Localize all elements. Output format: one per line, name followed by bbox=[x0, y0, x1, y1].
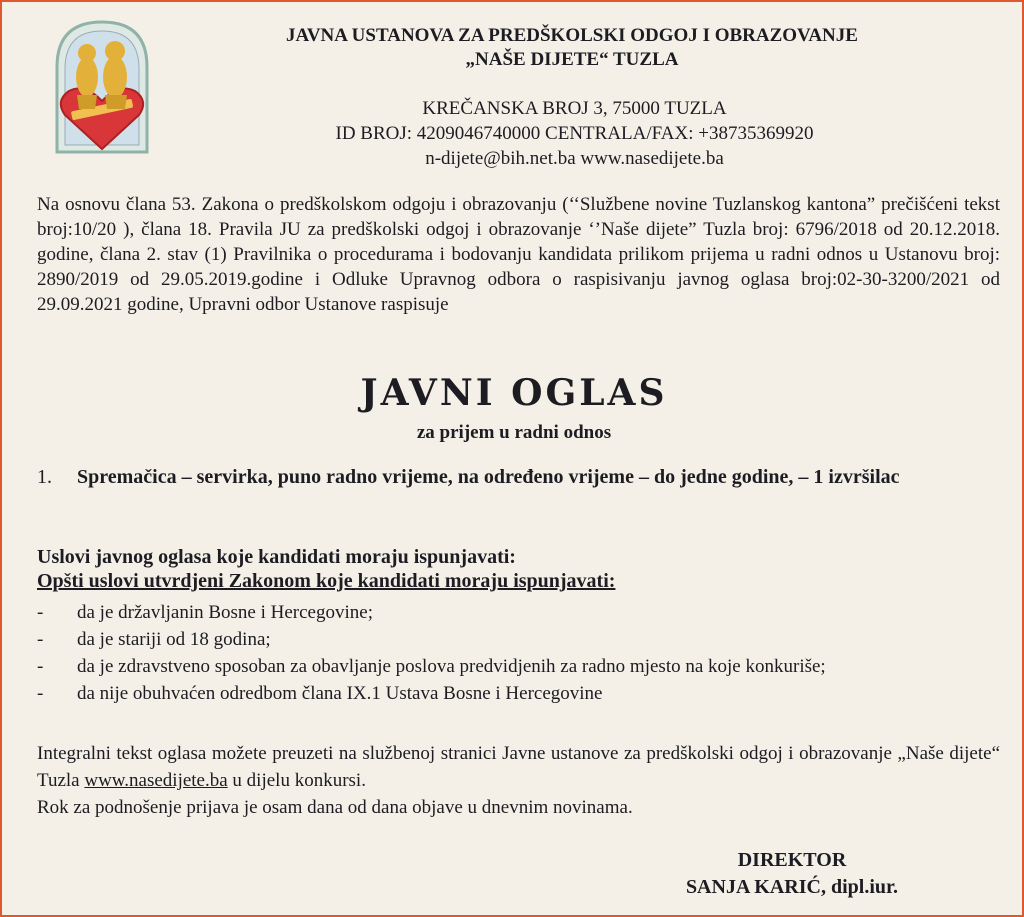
position-text: Spremačica – servirka, puno radno vrijeme, na određeno vrijeme – do jedne godine, – 1 izvršilac bbox=[77, 466, 900, 488]
bullet-dash: - bbox=[37, 656, 44, 677]
conditions-heading: Uslovi javnog oglasa koje kandidati moraju ispunjavati: bbox=[37, 546, 516, 568]
list-item bbox=[37, 626, 1002, 653]
condition-text: da je državljanin Bosne i Hercegovine; bbox=[77, 602, 373, 623]
download-text: Integralni tekst oglasa možete preuzeti na službenoj stranici Javne ustanove za predškolski odgoj i obrazovanje „Naše dijete“ Tuzla bbox=[37, 743, 1000, 791]
condition-text: da je zdravstveno sposoban za obavljanje poslova predvidjenih za radno mjesto na koje konkuriše; bbox=[77, 656, 826, 677]
bullet-dash: - bbox=[37, 683, 44, 704]
download-info bbox=[37, 740, 1000, 794]
position-item bbox=[37, 464, 1002, 490]
list-item bbox=[37, 680, 1002, 707]
outro-paragraph bbox=[37, 740, 1000, 821]
deadline-text: Rok za podnošenje prijava je osam dana od dana objave u dnevnim novinama. bbox=[37, 797, 633, 818]
list-item bbox=[37, 653, 1002, 680]
condition-text: da nije obuhvaćen odredbom člana IX.1 Ustava Bosne i Hercegovine bbox=[77, 683, 603, 704]
institution-line-1: JAVNA USTANOVA ZA PREDŠKOLSKI ODGOJ I OBRAZOVANJE bbox=[286, 25, 858, 46]
signature-role: DIREKTOR bbox=[737, 849, 847, 871]
kindergarten-logo-icon bbox=[47, 17, 157, 157]
signature-name: SANJA KARIĆ, dipl.iur. bbox=[685, 876, 899, 898]
website-link[interactable]: www.nasedijete.ba bbox=[84, 770, 228, 791]
download-text-end: u dijelu konkursi. bbox=[227, 770, 366, 791]
condition-text: da je stariji od 18 godina; bbox=[77, 629, 271, 650]
conditions-header bbox=[37, 545, 997, 593]
notice-title: JAVNI OGLAS bbox=[360, 372, 668, 414]
address-line: KREČANSKA BROJ 3, 75000 TUZLA bbox=[422, 98, 727, 119]
list-item bbox=[37, 599, 1002, 626]
bullet-dash: - bbox=[37, 602, 44, 623]
conditions-list bbox=[37, 599, 1002, 707]
email-web-line: n-dijete@bih.net.ba www.nasedijete.ba bbox=[425, 148, 724, 169]
signature-block bbox=[642, 847, 942, 901]
institution-contact bbox=[202, 96, 947, 171]
id-phone-line: ID BROJ: 4209046740000 CENTRALA/FAX: +38735369920 bbox=[335, 123, 814, 144]
notice-subtitle: za prijem u radni odnos bbox=[416, 422, 612, 443]
bullet-dash: - bbox=[37, 629, 44, 650]
position-number: 1. bbox=[37, 466, 52, 488]
conditions-subheading: Opšti uslovi utvrdjeni Zakonom koje kandidati moraju ispunjavati: bbox=[37, 570, 616, 592]
institution-line-2: „NAŠE DIJETE“ TUZLA bbox=[465, 49, 679, 70]
intro-paragraph: Na osnovu člana 53. Zakona o predškolskom odgoju i obrazovanju (‘‘Službene novine Tuzlanskog kantona” prečišćeni tekst broj:10/20 ), člana 18. Pravila JU za predškolski odgoj i obrazovanje ‘’Naše dijete” Tuzla broj: 6796/2018 od 20.12.2018. godine, člana 2. stav (1) Pravilnika o procedurama i bodovanju kandidata prilikom prijema u radni odnos u Ustanovu broj: 2890/2019 od 29.05.2019.godine i Odluke Upravnog odbora o raspisivanju javnog oglasa broj:02-30-3200/2021 od 29.09.2021 godine, Upravni odbor Ustanove raspisuje bbox=[37, 194, 1000, 315]
institution-name bbox=[162, 24, 982, 72]
